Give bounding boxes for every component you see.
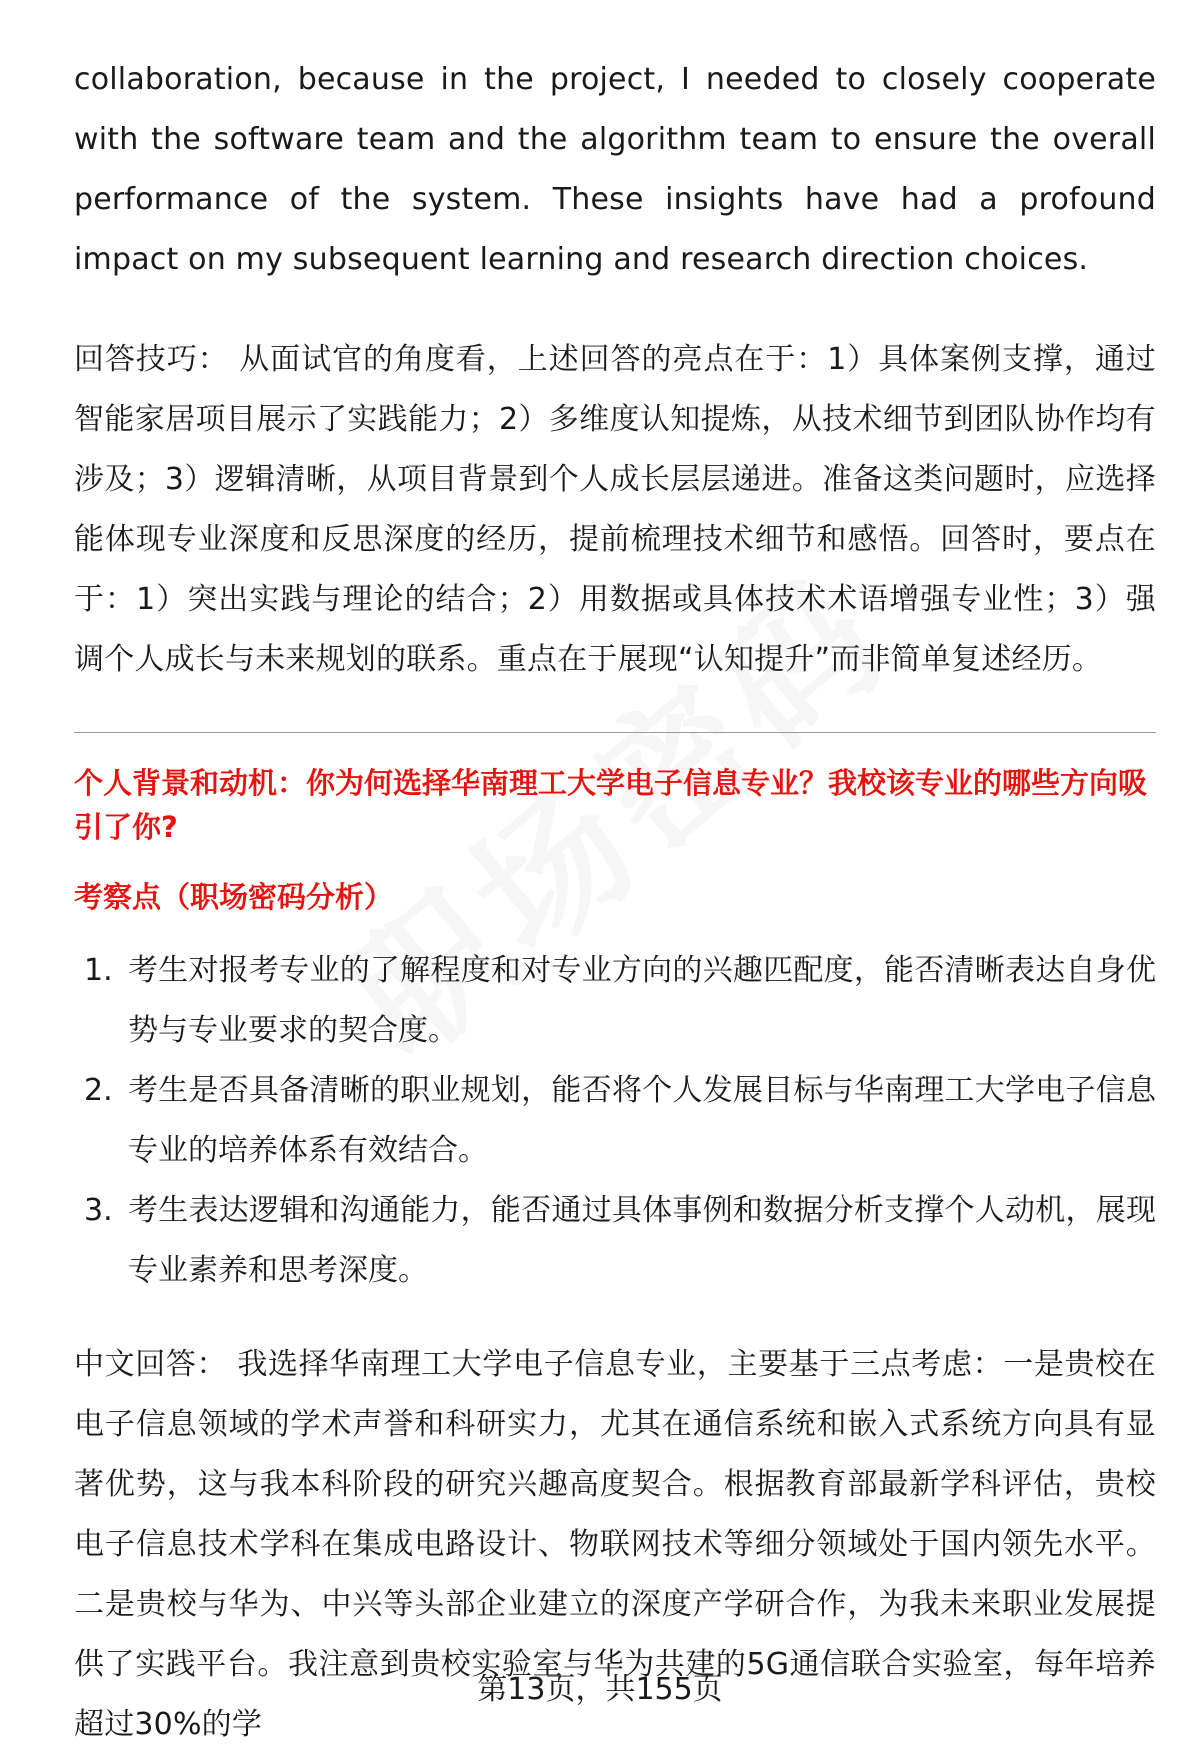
- list-item-number: 2.: [84, 1073, 113, 1108]
- list-item-text: 考生是否具备清晰的职业规划，能否将个人发展目标与华南理工大学电子信息专业的培养体系有效结合。: [128, 1073, 1156, 1168]
- chinese-answer-paragraph: 中文回答： 我选择华南理工大学电子信息专业，主要基于三点考虑：一是贵校在电子信息领域的学术声誉和科研实力，尤其在通信系统和嵌入式系统方向具有显著优势，这与我本科阶段的研究兴趣高度契合。根据教育部最新学科评估，贵校电子信息技术学科在集成电路设计、物联网技术等细分领域处于国内领先水平。二是贵校与华为、中兴等头部企业建立的深度产学研合作，为我未来职业发展提供了实践平台。我注意到贵校实验室与华为共建的5G通信联合实验室，每年培养超过30%的学: [74, 1347, 1156, 1742]
- list-item: [74, 1181, 1156, 1301]
- intro-paragraph: collaboration, because in the project, I needed to closely cooperate with the software team and the algorithm team to ensure the overall performance of the system. These insights have had a profound impact on my subsequent learning and research direction choices.: [74, 62, 1156, 277]
- answer-tip-paragraph: 回答技巧： 从面试官的角度看，上述回答的亮点在于：1）具体案例支撑，通过智能家居项目展示了实践能力；2）多维度认知提炼，从技术细节到团队协作均有涉及；3）逻辑清晰，从项目背景到个人成长层层递进。准备这类问题时，应选择能体现专业深度和反思深度的经历，提前梳理技术细节和感悟。回答时，要点在于：1）突出实践与理论的结合；2）用数据或具体技术术语增强专业性；3）强调个人成长与未来规划的联系。重点在于展现“认知提升”而非简单复述经历。: [74, 342, 1156, 677]
- question-heading: 个人背景和动机：你为何选择华南理工大学电子信息专业？我校该专业的哪些方向吸引了你?: [74, 766, 1148, 844]
- list-item: [74, 1061, 1156, 1181]
- assessment-heading: 考察点（职场密码分析）: [74, 880, 394, 914]
- list-item-number: 3.: [84, 1193, 113, 1228]
- list-item-number: 1.: [84, 953, 113, 988]
- list-item-text: 考生对报考专业的了解程度和对专业方向的兴趣匹配度，能否清晰表达自身优势与专业要求的契合度。: [128, 953, 1156, 1048]
- assessment-list: [74, 941, 1156, 1301]
- section-divider: [74, 732, 1156, 733]
- list-item-text: 考生表达逻辑和沟通能力，能否通过具体事例和数据分析支撑个人动机，展现专业素养和思考深度。: [128, 1193, 1156, 1288]
- document-page: [74, 50, 1156, 1755]
- list-item: [74, 941, 1156, 1061]
- page-footer: 第13页，共155页: [477, 1672, 723, 1707]
